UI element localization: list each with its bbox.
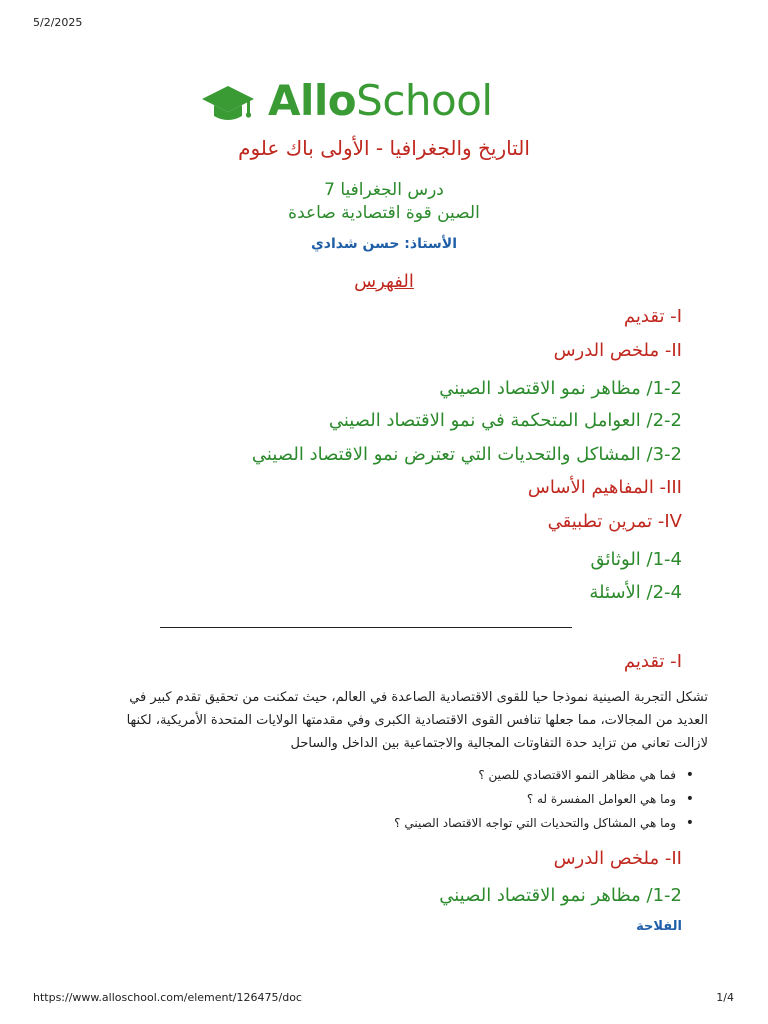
intro-questions-list xyxy=(198,763,698,835)
footer-url[interactable]: https://www.alloschool.com/element/126475/doc xyxy=(33,991,302,1004)
lesson-number: درس الجغرافيا 7 xyxy=(324,180,444,200)
list-item: • وما هي المشاكل والتحديات التي تواجه الاقتصاد الصيني ؟ xyxy=(198,811,698,835)
intro-line: العديد من المجالات، مما جعلها تنافس القوى الاقتصادية الكبرى وفي مقدمتها الولايات المتحدة الأمريكية، لكنها xyxy=(126,713,708,728)
summary-heading: II- ملخص الدرس xyxy=(553,848,682,869)
toc-item-questions[interactable]: 2-4/ الأسئلة xyxy=(589,582,682,603)
toc-item-exercise[interactable]: IV- تمرين تطبيقي xyxy=(547,511,682,532)
intro-line: تشكل التجربة الصينية نموذجا حيا للقوى الاقتصادية الصاعدة في العالم، حيث تمكنت من تحقيق تقدم كبير في xyxy=(129,690,708,705)
list-item: • فما هي مظاهر النمو الاقتصادي للصين ؟ xyxy=(198,763,698,787)
toc-item-key-concepts[interactable]: III- المفاهيم الأساس xyxy=(527,477,682,498)
alloschool-logo[interactable] xyxy=(200,74,520,136)
subject-title: التاريخ والجغرافيا - الأولى باك علوم xyxy=(238,136,530,160)
logo-brand-light: School xyxy=(356,76,493,125)
toc-item-summary[interactable]: II- ملخص الدرس xyxy=(553,340,682,361)
print-date: 5/2/2025 xyxy=(33,16,83,29)
intro-line: لازالت تعاني من تزايد حدة التفاوتات المجالية والاجتماعية بين الداخل والساحل xyxy=(290,736,708,751)
list-item: • وما هي العوامل المفسرة له ؟ xyxy=(198,787,698,811)
teacher-name: الأستاذ: حسن شدادي xyxy=(310,236,458,252)
section-divider xyxy=(160,627,572,628)
graduation-cap-icon xyxy=(200,84,256,128)
toc-item-challenges[interactable]: 3-2/ المشاكل والتحديات التي تعترض نمو الاقتصاد الصيني xyxy=(251,444,682,465)
logo-brand-bold: Allo xyxy=(268,76,357,125)
intro-heading: I- تقديم xyxy=(623,651,682,672)
toc-item-growth-aspects[interactable]: 1-2/ مظاهر نمو الاقتصاد الصيني xyxy=(439,378,682,399)
page-number: 1/4 xyxy=(716,991,734,1004)
intro-paragraph xyxy=(58,686,708,755)
summary-subheading: 1-2/ مظاهر نمو الاقتصاد الصيني xyxy=(439,885,682,906)
logo-wordmark xyxy=(268,76,493,125)
index-title: الفهرس xyxy=(354,271,414,292)
toc-item-growth-factors[interactable]: 2-2/ العوامل المتحكمة في نمو الاقتصاد الصيني xyxy=(328,410,682,431)
lesson-title: الصين قوة اقتصادية صاعدة xyxy=(288,203,480,223)
toc-item-introduction[interactable]: I- تقديم xyxy=(623,306,682,327)
toc-item-documents[interactable]: 1-4/ الوثائق xyxy=(590,549,682,570)
topic-agriculture: الفلاحة xyxy=(636,919,682,934)
